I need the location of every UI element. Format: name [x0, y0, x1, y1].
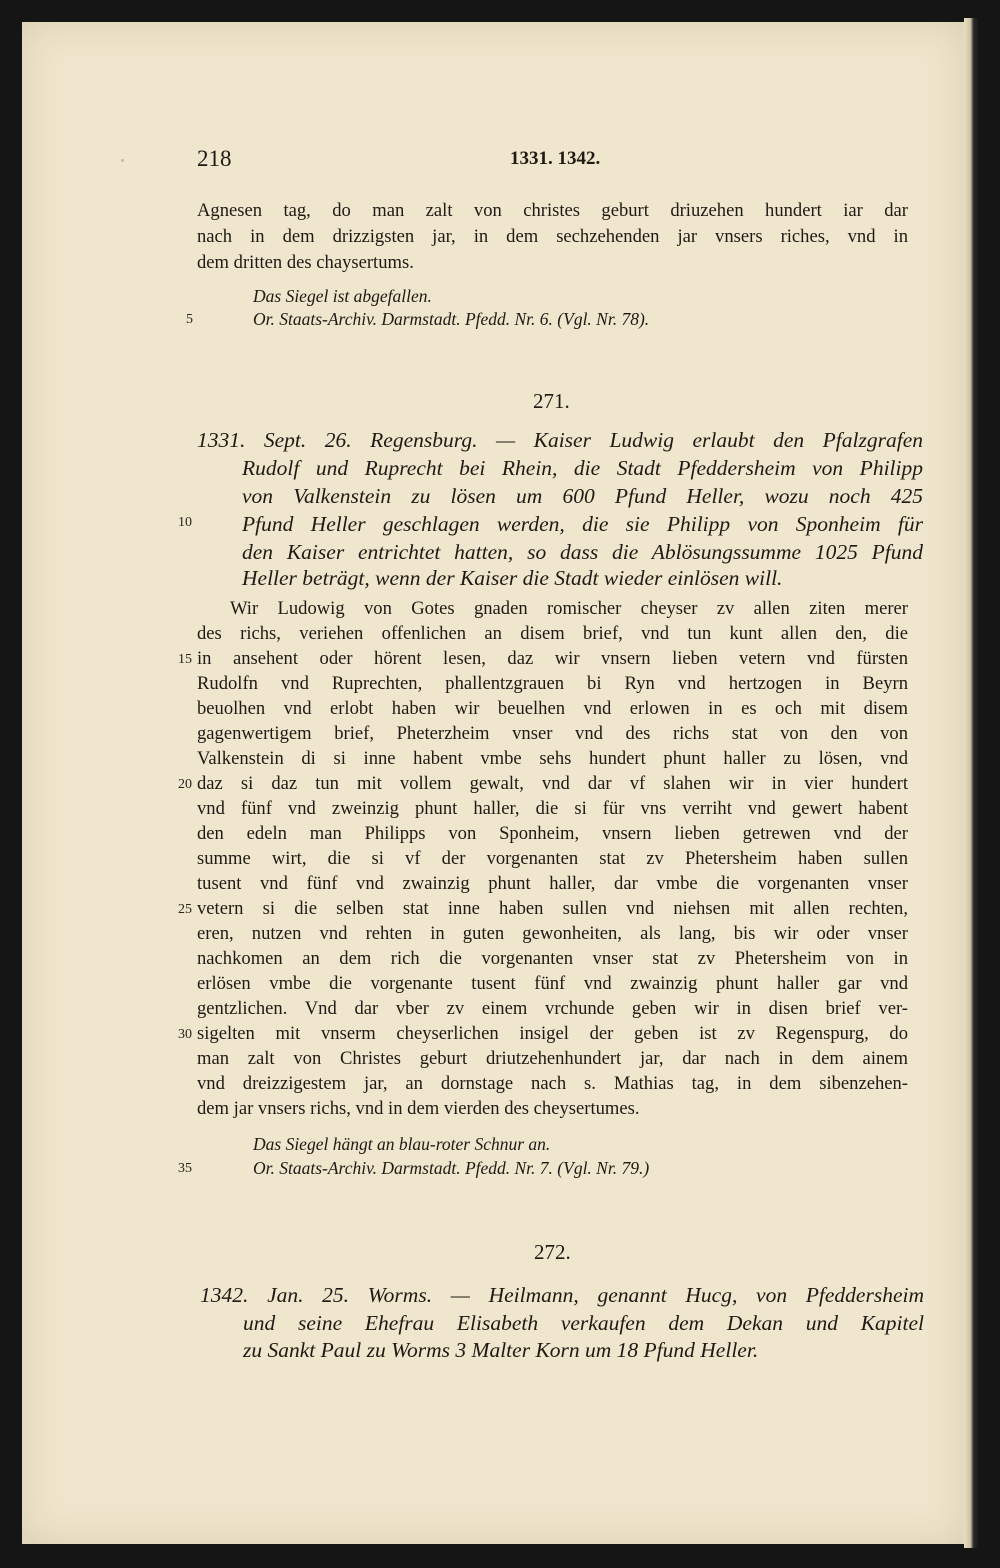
regest-line: 1342. Jan. 25. Worms. — Heilmann, genannt Hucg, von Pfeddersheim: [200, 1283, 924, 1307]
intro-line: dem dritten des chaysertums.: [197, 252, 414, 273]
text-line: dem jar vnsers richs, vnd in dem vierden des cheysertumes.: [197, 1098, 640, 1119]
page-number: 218: [197, 146, 232, 171]
text-line: in ansehent oder hörent lesen, daz wir vnsern lieben vetern vnd fürsten: [197, 648, 908, 669]
text-line: des richs, veriehen offenlichen an disem brief, vnd tun kunt allen den, die: [197, 623, 908, 644]
regest-line: zu Sankt Paul zu Worms 3 Malter Korn um 18 Pfund Heller.: [243, 1338, 759, 1362]
document-number: 272.: [534, 1240, 571, 1264]
intro-line: nach in dem drizzigsten jar, in dem sechzehenden jar vnsers riches, vnd in: [197, 226, 908, 247]
text-line: vnd dreizzigestem jar, an dornstage nach s. Mathias tag, in dem sibenzehen-: [197, 1073, 908, 1094]
text-line: vetern si die selben stat inne haben sullen vnd niehsen mit allen rechten,: [197, 898, 908, 919]
intro-line: Agnesen tag, do man zalt von christes geburt driuzehen hundert iar dar: [197, 200, 908, 221]
regest-line: den Kaiser entrichtet hatten, so dass die Ablösungssumme 1025 Pfund: [242, 540, 923, 564]
text-line: Valkenstein di si inne habent vmbe sehs hundert phunt haller zu lösen, vnd: [197, 748, 908, 769]
line-number: 25: [178, 902, 192, 917]
text-line: tusent vnd fünf vnd zwainzig phunt haller, dar vmbe die vorgenanten vnser: [197, 873, 908, 894]
paper-speck: [121, 159, 124, 162]
seal-note: Das Siegel ist abgefallen.: [253, 286, 432, 306]
text-line: Wir Ludowig von Gotes gnaden romischer cheyser zv allen ziten merer: [230, 598, 908, 619]
text-line: eren, nutzen vnd rehten in guten gewonheiten, als lang, bis wir oder vnser: [197, 923, 908, 944]
document-number: 271.: [533, 389, 570, 413]
regest-line: und seine Ehefrau Elisabeth verkaufen dem Dekan und Kapitel: [243, 1311, 924, 1335]
text-line: summe wirt, die si vf der vorgenanten stat zv Phetersheim haben sullen: [197, 848, 908, 869]
archive-source: Or. Staats-Archiv. Darmstadt. Pfedd. Nr. 7. (Vgl. Nr. 79.): [253, 1158, 650, 1178]
text-line: erlösen vmbe die vorgenante tusent fünf vnd zwainzig phunt haller gar vnd: [197, 973, 908, 994]
regest-line: Pfund Heller geschlagen werden, die sie Philipp von Sponheim für: [242, 512, 923, 536]
archive-source: Or. Staats-Archiv. Darmstadt. Pfedd. Nr. 6. (Vgl. Nr. 78).: [253, 309, 650, 329]
text-line: den edeln man Philipps von Sponheim, vnsern lieben getrewen vnd der: [197, 823, 908, 844]
text-line: daz si daz tun mit vollem gewalt, vnd dar vf slahen wir in vier hundert: [197, 773, 908, 794]
text-line: nachkomen an dem rich die vorgenanten vnser stat zv Phetersheim von in: [197, 948, 908, 969]
line-number: 30: [178, 1027, 192, 1042]
regest-line: von Valkenstein zu lösen um 600 Pfund Heller, wozu noch 425: [242, 484, 923, 508]
regest-line: Rudolf und Ruprecht bei Rhein, die Stadt Pfeddersheim von Philipp: [242, 456, 923, 480]
text-line: vnd fünf vnd zweinzig phunt haller, die si für vns verriht vnd gewert habent: [197, 798, 908, 819]
text-line: gagenwertigem brief, Pheterzheim vnser vnd des richs stat von den von: [197, 723, 908, 744]
line-number: 10: [178, 515, 192, 530]
line-number: 15: [178, 652, 192, 667]
text-line: beuolhen vnd erlobt haben wir beuelhen vnd erlowen in es och mit disem: [197, 698, 908, 719]
running-head-years: 1331. 1342.: [510, 148, 601, 169]
text-line: sigelten mit vnserm cheyserlichen insigel der geben ist zv Regenspurg, do: [197, 1023, 908, 1044]
text-line: gentzlichen. Vnd dar vber zv einem vrchunde geben wir in disen brief ver-: [197, 998, 908, 1019]
regest-line: Heller beträgt, wenn der Kaiser die Stadt wieder einlösen will.: [242, 566, 783, 590]
line-number: 20: [178, 777, 192, 792]
text-line: man zalt von Christes geburt driutzehenhundert jar, dar nach in dem ainem: [197, 1048, 908, 1069]
seal-note: Das Siegel hängt an blau-roter Schnur an.: [253, 1134, 551, 1154]
book-spine-edge: [964, 18, 980, 1548]
regest-line: 1331. Sept. 26. Regensburg. — Kaiser Ludwig erlaubt den Pfalzgrafen: [197, 428, 923, 452]
text-line: Rudolfn vnd Ruprechten, phallentzgrauen bi Ryn vnd hertzogen in Beyrn: [197, 673, 908, 694]
line-number: 35: [178, 1161, 192, 1176]
line-number: 5: [186, 312, 193, 327]
